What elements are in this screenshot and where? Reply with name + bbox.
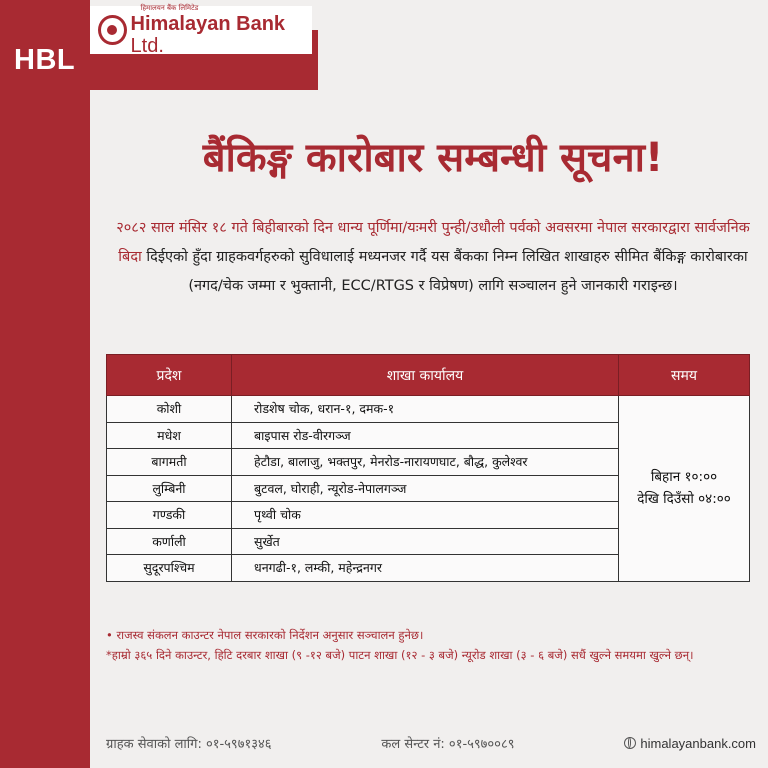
brand-abbr: HBL <box>14 43 76 76</box>
notice-title: बैंकिङ्ग कारोबार सम्बन्धी सूचना! <box>202 135 664 181</box>
bank-emblem-icon <box>98 15 127 45</box>
time-cell <box>619 396 750 582</box>
province-cell: लुम्बिनी <box>107 475 232 502</box>
globe-icon <box>624 737 636 749</box>
time-start: बिहान १०:०० <box>650 469 718 486</box>
branch-cell: पृथ्वी चोक <box>232 502 619 529</box>
note-365-counter: *हाम्रो ३६५ दिने काउन्टर, हिटि दरबार शाखा (९ -१२ बजे) पाटन शाखा (१२ - ३ बजे) न्यूरोड शाखा (३ - ६ बजे) सधैं खुल्ने समयमा खुल्ने छन्। <box>106 648 694 662</box>
branch-cell: धनगढी-१, लम्की, महेन्द्रनगर <box>232 555 619 582</box>
branch-table <box>106 354 750 582</box>
notice-intro <box>106 214 760 301</box>
brand-name-suffix: Ltd. <box>130 34 164 57</box>
intro-highlight: २०८२ साल मंसिर १८ गते बिहीबारको दिन धान्य पूर्णिमा/यःमरी पुन्ही/उधौली पर्वको अवसरमा नेपाल सरकारद्वारा सार्वजनिक बिदा <box>116 220 750 265</box>
footer <box>106 734 756 752</box>
website-text: himalayanbank.com <box>640 735 756 751</box>
call-center-number: कल सेन्टर नं: ०१-५९७००८९ <box>381 737 515 752</box>
customer-care-number: ग्राहक सेवाको लागि: ०१-५९७१३४६ <box>106 737 272 752</box>
branch-cell: रोडशेष चोक, धरान-१, दमक-१ <box>232 396 619 423</box>
table-row <box>107 396 750 423</box>
branch-cell: बाइपास रोड-वीरगञ्ज <box>232 422 619 449</box>
branch-cell: बुटवल, घोराही, न्यूरोड-नेपालगञ्ज <box>232 475 619 502</box>
header-branch: शाखा कार्यालय <box>232 355 619 396</box>
intro-body: दिईएको हुँदा ग्राहकवर्गहरुको सुविधालाई मध्यनजर गर्दै यस बैंकका निम्न लिखित शाखाहरु सीमित बैंकिङ्ग कारोबारका (नगद/चेक जम्मा र भुक्तानी, ECC/RTGS र विप्रेषण) लागि सञ्चालन हुने जानकारी गराइन्छ। <box>146 249 748 294</box>
branch-cell: हेटौडा, बालाजु, भक्तपुर, मेनरोड-नारायणघाट, बौद्ध, कुलेश्वर <box>232 449 619 476</box>
province-cell: मधेश <box>107 422 232 449</box>
province-cell: बागमती <box>107 449 232 476</box>
left-red-band <box>0 0 90 768</box>
province-cell: कोशी <box>107 396 232 423</box>
header-province: प्रदेश <box>107 355 232 396</box>
branch-cell: सुर्खेत <box>232 528 619 555</box>
time-end: देखि दिउँसो ०४:०० <box>637 491 731 508</box>
province-cell: गण्डकी <box>107 502 232 529</box>
province-cell: कर्णाली <box>107 528 232 555</box>
note-revenue: • राजस्व संकलन काउन्टर नेपाल सरकारको निर्देशन अनुसार सञ्चालन हुनेछ। <box>106 628 424 642</box>
header-time: समय <box>619 355 750 396</box>
table-header-row <box>107 355 750 396</box>
notes-section <box>106 626 756 666</box>
brand-name: Himalayan Bank <box>130 12 286 35</box>
brand-logo-panel <box>90 3 312 57</box>
brand-name-nepali: हिमालयन बैंक लिमिटेड <box>140 3 199 12</box>
website-link[interactable] <box>624 736 756 751</box>
province-cell: सुदूरपश्चिम <box>107 555 232 582</box>
